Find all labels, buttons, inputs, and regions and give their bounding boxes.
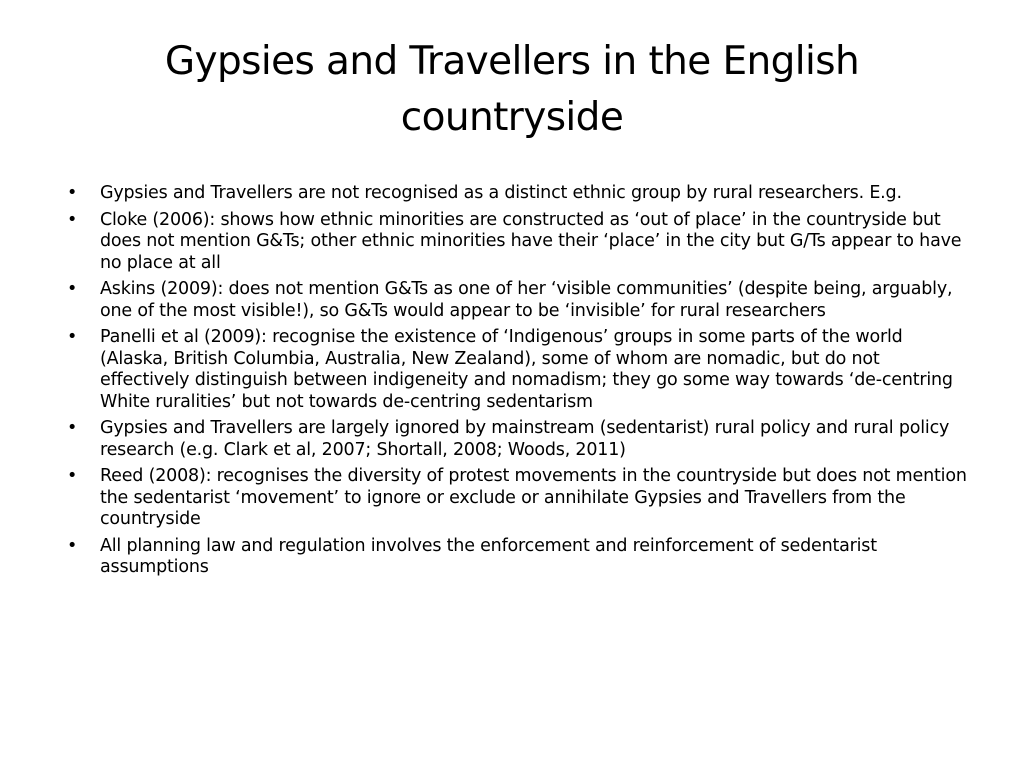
bullet-icon: • xyxy=(66,535,78,556)
list-item xyxy=(62,183,972,205)
bullet-list xyxy=(62,183,972,584)
list-item xyxy=(62,466,972,531)
bullet-text: Askins (2009): does not mention G&Ts as one of her ‘visible communities’ (despite being, arguably, one of the most visible!), so G&Ts would appear to be ‘invisible’ for rural researchers xyxy=(100,279,953,321)
bullet-icon: • xyxy=(66,418,78,438)
list-item xyxy=(62,210,972,275)
bullet-icon: • xyxy=(66,279,78,299)
bullet-icon: • xyxy=(66,466,78,486)
bullet-text: Cloke (2006): shows how ethnic minorities are constructed as ‘out of place’ in the countryside but does not mention G&Ts; other ethnic minorities have their ‘place’ in the city but G/Ts appear to have no place at all xyxy=(100,209,962,273)
slide-title: Gypsies and Travellers in the English countryside xyxy=(164,39,860,140)
bullet-text: Panelli et al (2009): recognise the existence of ‘Indigenous’ groups in some parts of the world (Alaska, British Columbia, Australia, New Zealand), some of whom are nomadic, but do not effectively distinguish between indigeneity and nomadism; they go some way towards ‘de-centring White ruralities’ but not towards de-centring sedentarism xyxy=(100,327,953,412)
list-item xyxy=(62,279,972,322)
bullet-text: Reed (2008): recognises the diversity of protest movements in the countryside but does not mention the sedentarist ‘movement’ to ignore or exclude or annihilate Gypsies and Travellers from the countryside xyxy=(100,466,967,529)
bullet-icon: • xyxy=(66,183,78,203)
bullet-text: Gypsies and Travellers are largely ignored by mainstream (sedentarist) rural policy and rural policy research (e.g. Clark et al, 2007; Shortall, 2008; Woods, 2011) xyxy=(100,418,950,460)
bullet-icon: • xyxy=(66,209,78,230)
list-item xyxy=(62,327,972,413)
list-item xyxy=(62,418,972,461)
bullet-text: Gypsies and Travellers are not recognised as a distinct ethnic group by rural researchers. E.g. xyxy=(100,183,902,203)
bullet-text: All planning law and regulation involves the enforcement and reinforcement of sedentarist assumptions xyxy=(100,535,877,577)
bullet-icon: • xyxy=(66,327,78,347)
list-item xyxy=(62,536,972,579)
